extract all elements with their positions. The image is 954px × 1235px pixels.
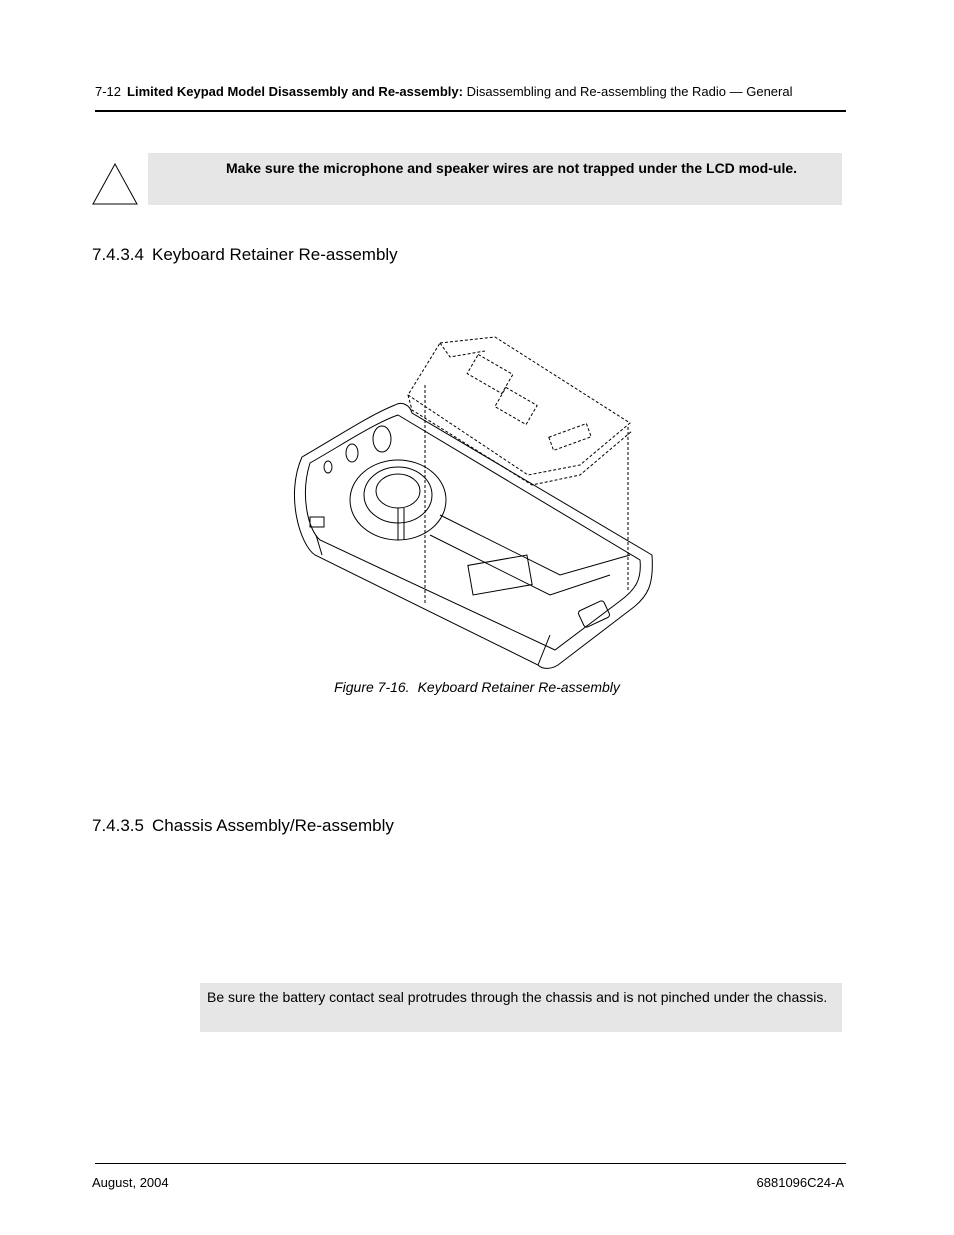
footer-rule (95, 1163, 846, 1164)
section-heading-chassis-assembly (92, 816, 394, 836)
note-text: Be sure the battery contact seal protrudes through the chassis and is not pinched under the chassis. (207, 989, 828, 1005)
section-number: 7.4.3.4 (92, 245, 144, 264)
section-title-text: Keyboard Retainer Re-assembly (152, 245, 398, 264)
footer-doc-number: 6881096C24-A (756, 1175, 844, 1190)
keyboard-retainer-outline (408, 337, 632, 605)
section-title-text: Chassis Assembly/Re-assembly (152, 816, 394, 835)
housing-outline (294, 403, 652, 668)
caution-text: Make sure the microphone and speaker wires are not trapped under the LCD mod-ule. (226, 160, 798, 176)
section-heading-keyboard-retainer (92, 245, 398, 265)
section-title: Disassembling and Re-assembling the Radio — General (466, 84, 793, 99)
header-rule (95, 110, 846, 112)
figure-label: Figure 7-16. (334, 679, 410, 695)
note-box (200, 983, 842, 1032)
figure-caption (0, 679, 954, 695)
running-header (95, 84, 846, 99)
caution-triangle-icon (92, 163, 138, 205)
caution-box (148, 153, 842, 205)
chapter-title: Limited Keypad Model Disassembly and Re-assembly: (127, 84, 463, 99)
footer-date: August, 2004 (92, 1175, 169, 1190)
radio-housing-illustration (280, 335, 660, 673)
figure-title: Keyboard Retainer Re-assembly (417, 679, 620, 695)
page-number: 7-12 (95, 84, 122, 99)
section-number: 7.4.3.5 (92, 816, 144, 835)
